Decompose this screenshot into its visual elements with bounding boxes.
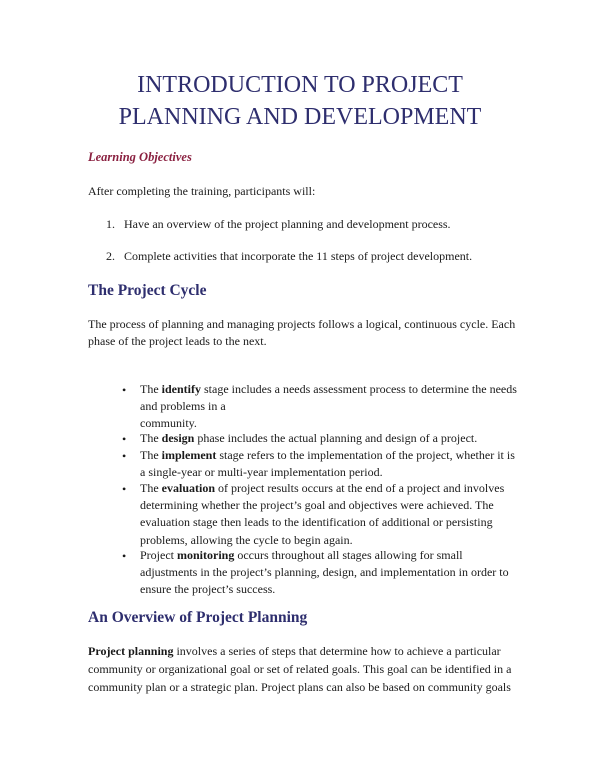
bullet-pre: The — [140, 448, 162, 462]
bullet-dot: • — [122, 482, 127, 496]
bullet-pre: The — [140, 431, 162, 445]
bullet-implement — [140, 447, 520, 481]
overview-para-line-3: community plan or a strategic plan. Project plans can also be based on community goals — [88, 680, 511, 694]
objective-text-1: Have an overview of the project planning and development process. — [124, 217, 451, 231]
bullet-text: ensure the project’s success. — [140, 582, 276, 597]
bullet-text: a single-year or multi-year implementation period. — [140, 465, 383, 480]
bullet-text: adjustments in the project’s planning, design, and implementation in order to — [140, 565, 509, 580]
bullet-dot: • — [122, 549, 127, 563]
bullet-keyword-design: design — [161, 431, 195, 445]
bullet-monitoring — [140, 547, 520, 599]
overview-heading: An Overview of Project Planning — [88, 609, 308, 626]
bullet-text: evaluation stage then leads to the identification of additional or persisting — [140, 515, 493, 530]
page-title-line-2: PLANNING AND DEVELOPMENT — [118, 104, 482, 130]
overview-para-line-2: community or organizational goal or set of related goals. This goal can be identified in a — [88, 662, 512, 676]
bullet-design — [140, 430, 520, 447]
page-title-line-1: INTRODUCTION TO PROJECT — [137, 72, 463, 98]
bullet-pre: The — [140, 382, 162, 396]
bullet-keyword-implement: implement — [161, 448, 217, 462]
bullet-text: phase includes the actual planning and design of a project. — [194, 431, 478, 445]
bullet-text: stage refers to the implementation of the project, whether it is — [216, 448, 515, 462]
overview-line-1-rest: involves a series of steps that determine how to achieve a particular — [173, 644, 501, 658]
bullet-text: stage includes a needs assessment process to determine the needs — [201, 382, 517, 396]
bullet-text: problems, allowing the cycle to begin again. — [140, 532, 353, 547]
bullet-identify — [140, 381, 520, 433]
bullet-dot: • — [122, 449, 127, 463]
bullet-evaluation — [140, 480, 520, 549]
objective-number-1: 1. — [106, 217, 115, 231]
bullet-text: community. — [140, 416, 197, 431]
overview-bold-lead: Project planning — [88, 644, 174, 658]
objective-number-2: 2. — [106, 249, 115, 263]
objectives-intro: After completing the training, participants will: — [88, 184, 316, 198]
bullet-text: of project results occurs at the end of a project and involves — [215, 481, 505, 495]
bullet-pre: The — [140, 481, 162, 495]
learning-objectives-heading: Learning Objectives — [88, 150, 192, 164]
bullet-keyword-evaluation: evaluation — [161, 481, 215, 495]
bullet-keyword-identify: identify — [161, 382, 201, 396]
bullet-pre: Project — [140, 548, 177, 562]
overview-para-line-1 — [88, 643, 501, 660]
objective-text-2: Complete activities that incorporate the 11 steps of project development. — [124, 249, 473, 263]
bullet-keyword-monitoring: monitoring — [177, 548, 235, 562]
bullet-text: occurs throughout all stages allowing for small — [234, 548, 463, 562]
bullet-dot: • — [122, 383, 127, 397]
bullet-dot: • — [122, 432, 127, 446]
bullet-text: determining whether the project’s goal and objectives were achieved. The — [140, 498, 494, 513]
project-cycle-para-line-2: phase of the project leads to the next. — [88, 334, 267, 348]
bullet-text: and problems in a — [140, 399, 226, 414]
project-cycle-para-line-1: The process of planning and managing projects follows a logical, continuous cycle. Each — [88, 317, 516, 331]
project-cycle-heading: The Project Cycle — [88, 282, 207, 299]
